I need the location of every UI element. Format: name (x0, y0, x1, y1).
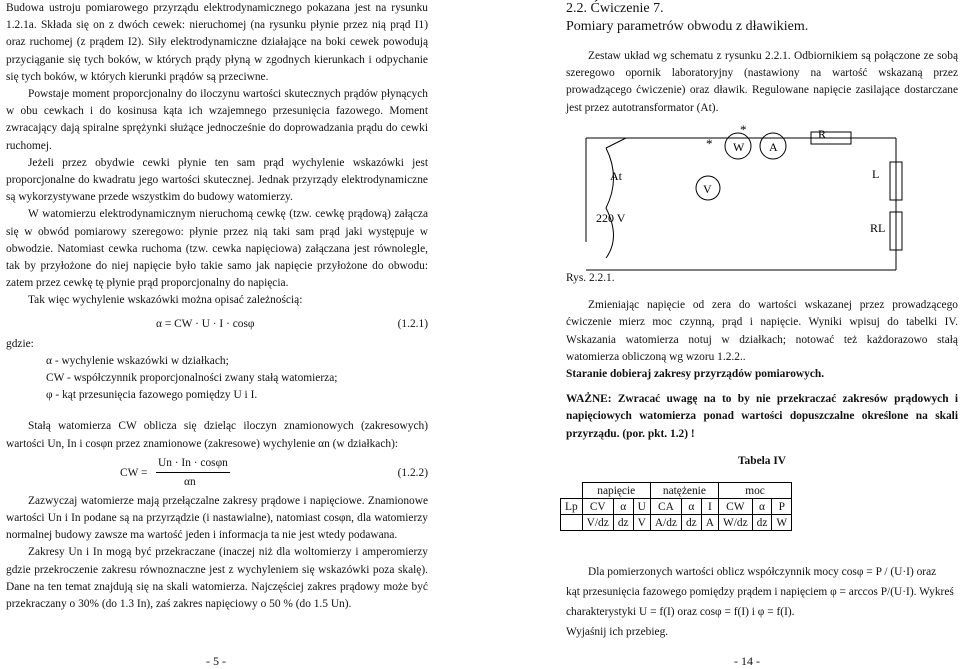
paragraph: Staranie dobieraj zakresy przyrządów pomiarowych. (566, 368, 825, 381)
label-a: A (769, 140, 778, 154)
label-l: L (872, 167, 880, 181)
equation-body: α = CW · U · I · cosφ (156, 317, 255, 330)
equation-numerator: Un · In · cosφn (156, 455, 230, 473)
paragraph: Zmieniając napięcie od zera do wartości wskazanej przez prowadzącego ćwiczenie mierz moc czynną, prąd i napięcie. Wyniki wpisuj do tabelki IV. Wskazania watomierza notuj w działkach; notować też każdorazowo stałą watomierza obliczoną wg wzoru 1.2.2.. (566, 299, 958, 363)
table-cell: V/dz (582, 515, 613, 531)
label-star: * (740, 122, 747, 137)
table-cell: dz (752, 515, 772, 531)
table-cell: Lp (561, 499, 583, 515)
equation-1-2-1 (6, 316, 428, 336)
paragraph: Powstaje moment proporcjonalny do iloczynu wartości skutecznych prądów płynących w obu cewkach i do kosinusa kąta ich wzajemnego przesunięcia fazowego. Moment zwracający dają spiralne sprężynki służące jednocześnie do doprowadzania prądu do cewki ruchomej. (6, 88, 428, 152)
right-page (566, 0, 958, 117)
label-rl: RL (870, 221, 886, 235)
table-row (561, 499, 792, 515)
autotransformer-coil (606, 148, 614, 258)
paragraph: W watomierzu elektrodynamicznym nieruchomą cewkę (tzw. cewkę prądową) załącza się w obwód pomiarowy szeregowo: płynie przez nią taki sam prąd jaki występuje w obwodzie. Natomiast cewka ruchoma (tzw. cewka napięciowa) załączana jest równolegle, tak by przyłożone do niej napięcie było takie samo jak napięcie przyłożone do obwodu: zatem przez cewkę tę płynie prąd proporcjonalny do napięcia. (6, 208, 428, 290)
results-table (560, 482, 792, 531)
table-cell: natężenie (650, 483, 718, 499)
table-row (561, 483, 792, 499)
label-v: V (703, 182, 712, 196)
autotransformer-tap (606, 138, 626, 148)
label-star: * (706, 136, 713, 151)
table-cell: α (681, 499, 701, 515)
paragraph: WAŻNE: Zwracać uwagę na to by nie przekraczać zakresów prądowych i napięciowych watomierza ponad wartości dopuszczalne określone na skali przyrządu. (por. pkt. 1.2) ! (566, 393, 958, 440)
paragraph: Zakresy Un i In mogą być przekraczane (inaczej niż dla woltomierzy i amperomierzy gdzie przekroczenie zakresu równoznaczne jest z wychyleniem się wskazówki poza skalę). Dane na ten temat znajdują się na skali watomierza. Najczęściej zakres prądowy może być przekraczany o 30% (do 1.3 In), zaś zakres napięciowy o 50 % (do 1.5 Un). (6, 546, 428, 611)
table-cell: dz (681, 515, 701, 531)
label-w: W (733, 140, 745, 154)
table-cell: α (752, 499, 772, 515)
table-cell: CA (650, 499, 681, 515)
table-cell: A/dz (650, 515, 681, 531)
table-cell: P (772, 499, 792, 515)
table-cell: napięcie (582, 483, 650, 499)
table-cell: W (772, 515, 792, 531)
table-row (561, 515, 792, 531)
table-cell: dz (613, 515, 633, 531)
left-page (6, 0, 428, 613)
right-page-lower (566, 270, 958, 470)
table-cell: V (633, 515, 650, 531)
label-220v: 220 V (596, 211, 626, 225)
table-cell (561, 515, 583, 531)
table-cell: I (701, 499, 718, 515)
table-cell: CW (718, 499, 752, 515)
paragraph: Wyjaśnij ich przebieg. (566, 626, 669, 638)
section-heading: 2.2. Ćwiczenie 7. (566, 1, 664, 16)
table-cell: W/dz (718, 515, 752, 531)
equation-denominator: αn (184, 475, 196, 488)
paragraph: Zazwyczaj watomierze mają przełączalne zakresy prądowe i napięciowe. Znamionowe wartości Un i In podane są na przyrządzie (i nastawialne), natomiast cosφn, dla watomierzy normalnej budowy zawsze ma wartość jeden i informacja ta nie jest wtedy podawana. (6, 494, 428, 542)
equation-number: (1.2.1) (397, 317, 428, 330)
page-number: - 5 - (206, 654, 226, 668)
paragraph: Zestaw układ wg schematu z rysunku 2.2.1. Odbiornikiem są połączone ze sobą szeregowo opornik laboratoryjny (nastawiony na wartość wskazaną przez prowadzącego ćwiczenie) oraz dławik. Regulowane napięcie zasilające dostarczane jest przez autotransformator (At). (566, 50, 958, 114)
definition: α - wychylenie wskazówki w działkach; (46, 354, 229, 367)
table-cell: α (613, 499, 633, 515)
equation-lhs: CW = (120, 466, 148, 479)
table-cell: CV (582, 499, 613, 515)
circuit-diagram (566, 118, 956, 276)
page-number: - 14 - (734, 654, 760, 668)
equation-number: (1.2.2) (397, 466, 428, 479)
table-cell: U (633, 499, 650, 515)
paragraph: Stałą watomierza CW oblicza się dzieląc iloczyn znamionowych (zakresowych) wartości Un, In i cosφn przez znamionowe (zakresowe) wychylenie αn (w działkach): (6, 420, 428, 450)
table-title: Tabela IV (737, 454, 786, 467)
definition: φ - kąt przesunięcia fazowego pomiędzy U i I. (46, 389, 258, 402)
definition: CW - współczynnik proporcjonalności zwany stałą watomierza; (46, 372, 338, 385)
right-page-bottom (566, 562, 958, 642)
label-at: At (610, 169, 622, 183)
equation-1-2-2 (6, 453, 428, 493)
figure-caption: Rys. 2.2.1. (566, 272, 615, 284)
paragraph: Jeżeli przez obydwie cewki płynie ten sam prąd wychylenie wskazówki jest proporcjonalne do kwadratu jego wartości skutecznej. Jednak przyrządy elektrodynamiczne są wykorzystywane przede wszystkim do budowy watomierzy. (6, 156, 428, 204)
table-cell: A (701, 515, 718, 531)
table-cell: moc (718, 483, 791, 499)
section-subheading: Pomiary parametrów obwodu z dławikiem. (566, 19, 809, 34)
paragraph: charakterystyki U = f(I) oraz cosφ = f(I) i φ = f(I). (566, 606, 795, 618)
paragraph: Tak więc wychylenie wskazówki można opisać zależnością: (28, 294, 303, 307)
where-label: gdzie: (6, 337, 34, 350)
label-r: R (818, 127, 827, 141)
paragraph: Dla pomierzonych wartości oblicz współczynnik mocy cosφ = P / (U·I) oraz (588, 566, 937, 578)
paragraph: kąt przesunięcia fazowego pomiędzy prądem i napięciem φ = arccos P/(U·I). Wykreś (566, 586, 954, 598)
paragraph: Budowa ustroju pomiarowego przyrządu elektrodynamicznego pokazana jest na rysunku 1.2.1a. Składa się on z dwóch cewek: nieruchomej (na rysunku płynie przez nią prąd I1) oraz ruchomej (z prądem I2). Siły elektrodynamiczne działające na boki cewek powodują przyciąganie się tych boków, w których prądy płyną w zgodnych kierunkach i odpychanie się tych boków, w których kierunki prądów są przeciwne. (6, 2, 428, 83)
